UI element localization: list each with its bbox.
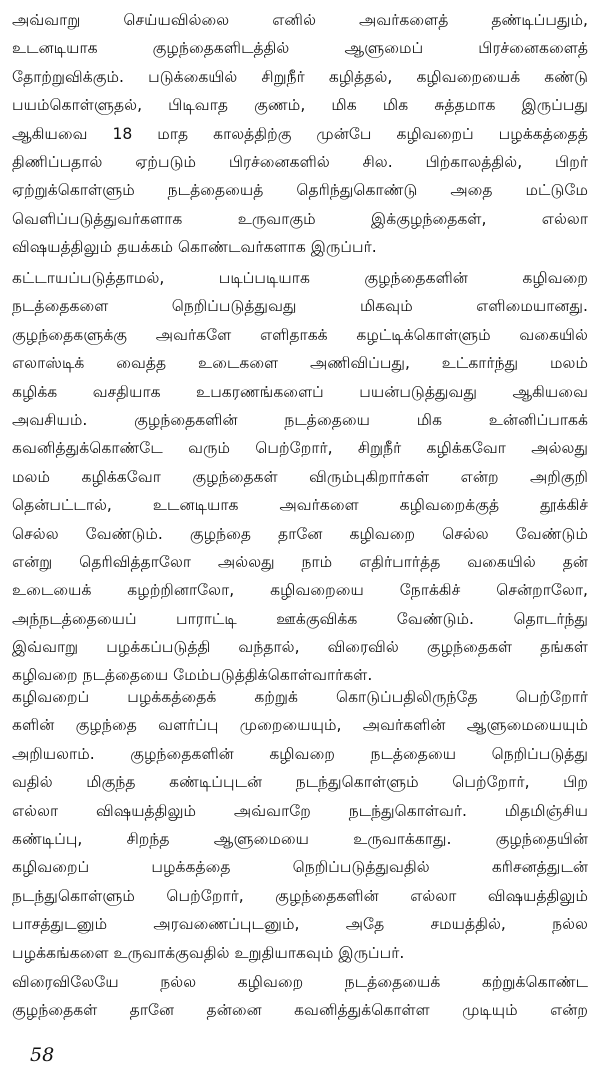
text-line: குழந்தைகளுக்கு அவர்களே எளிதாகக் கழட்டிக்கொள்ளும் வகையில் xyxy=(12,325,588,344)
text-line: தென்பட்டால், உடனடியாக அவர்களை கழிவறைக்குத் தூக்கிச் xyxy=(12,496,588,515)
text-line: களின் குழந்தை வளர்ப்பு முறையையும், அவர்களின் ஆளுமையையும் xyxy=(12,716,588,735)
text-line: ஏற்றுக்கொள்ளும் நடத்தையைத் தெரிந்துகொண்டு அதை மட்டுமே xyxy=(12,181,588,200)
text-line: தோற்றுவிக்கும். படுக்கையில் சிறுநீர் கழித்தல், கழிவறையைக் கண்டு xyxy=(12,67,588,86)
text-line: கண்டிப்பு, சிறந்த ஆளுமையை உருவாக்காது. குழந்தையின் xyxy=(12,829,588,848)
paragraph-4 xyxy=(12,968,588,1025)
text-line: விஷயத்திலும் தயக்கம் கொண்டவர்களாக இருப்பர். xyxy=(12,238,377,257)
text-line: உடனடியாக குழந்தைகளிடத்தில் ஆளுமைப் பிரச்னைகளைத் xyxy=(12,39,588,58)
text-line: செல்ல வேண்டும். குழந்தை தானே கழிவறை செல்ல வேண்டும் xyxy=(12,524,588,543)
text-line: விரைவிலேயே நல்ல கழிவறை நடத்தையைக் கற்றுக்கொண்ட xyxy=(12,973,588,991)
text-line: கட்டாயப்படுத்தாமல், படிப்படியாக குழந்தைகளின் கழிவறை xyxy=(12,269,588,287)
paragraph-3 xyxy=(12,683,588,967)
page-number: 58 xyxy=(30,1044,55,1066)
text-line: இவ்வாறு பழக்கப்படுத்தி வந்தால், விரைவில் குழந்தைகள் தங்கள் xyxy=(12,638,588,657)
text-line: வெளிப்படுத்துவர்களாக உருவாகும் இக்குழந்தைகள், எல்லா xyxy=(12,209,588,228)
text-line: கழிக்க வசதியாக உபகரணங்களைப் பயன்படுத்துவது ஆகியவை xyxy=(12,382,588,401)
text-line: கழிவறை நடத்தையை மேம்படுத்திக்கொள்வார்கள். xyxy=(12,666,373,685)
text-line: அவசியம். குழந்தைகளின் நடத்தையை மிக உன்னிப்பாகக் xyxy=(12,410,588,429)
text-line: கழிவறைப் பழக்கத்தை நெறிப்படுத்துவதில் கரிசனத்துடன் xyxy=(12,858,588,877)
paragraph-2 xyxy=(12,264,588,690)
text-line: அந்நடத்தையைப் பாராட்டி ஊக்குவிக்க வேண்டும். தொடர்ந்து xyxy=(12,609,588,628)
text-line: அவ்வாறு செய்யவில்லை எனில் அவர்களைத் தண்டிப்பதும், xyxy=(12,11,588,29)
text-line: நடந்துகொள்ளும் பெற்றோர், குழந்தைகளின் எல்லா விஷயத்திலும் xyxy=(12,886,588,905)
text-line: குழந்தைகள் தானே தன்னை கவனித்துக்கொள்ள முடியும் என்ற xyxy=(12,1001,588,1020)
text-line: பயம்கொள்ளுதல், பிடிவாத குணம், மிக மிக சுத்தமாக இருப்பது xyxy=(12,96,588,115)
text-line: என்று தெரிவித்தாலோ அல்லது நாம் எதிர்பார்த்த வகையில் தன் xyxy=(12,552,588,571)
text-line: மலம் கழிக்கவோ குழந்தைகள் விரும்புகிறார்கள் என்ற அறிகுறி xyxy=(12,467,588,486)
text-line: ஆகியவை 18 மாத காலத்திற்கு முன்பே கழிவறைப் பழக்கத்தைத் xyxy=(12,124,588,143)
text-line: திணிப்பதால் ஏற்படும் பிரச்னைகளில் சில. பிற்காலத்தில், பிறர் xyxy=(12,152,588,171)
text-line: உடையைக் கழற்றினாலோ, கழிவறையை நோக்கிச் சென்றாலோ, xyxy=(12,581,588,600)
text-line: அறியலாம். குழந்தைகளின் கழிவறை நடத்தையை நெறிப்படுத்து xyxy=(12,744,588,763)
text-line: பாசத்துடனும் அரவணைப்புடனும், அதே சமயத்தில், நல்ல xyxy=(12,915,588,934)
text-line: எல்லா விஷயத்திலும் அவ்வாறே நடந்துகொள்வர். மிதமிஞ்சிய xyxy=(12,801,588,820)
text-line: எலாஸ்டிக் வைத்த உடைகளை அணிவிப்பது, உட்கார்ந்து மலம் xyxy=(12,354,588,373)
text-line: பழக்கங்களை உருவாக்குவதில் உறுதியாகவும் இருப்பர். xyxy=(12,943,405,962)
text-line: கவனித்துக்கொண்டே வரும் பெற்றோர், சிறுநீர் கழிக்கவோ அல்லது xyxy=(12,439,588,458)
paragraph-1 xyxy=(12,6,588,262)
text-line: வதில் மிகுந்த கண்டிப்புடன் நடந்துகொள்ளும் பெற்றோர், பிற xyxy=(12,773,588,792)
text-line: கழிவறைப் பழக்கத்தைக் கற்றுக் கொடுப்பதிலிருந்தே பெற்றோர் xyxy=(12,688,588,706)
text-line: நடத்தைகளை நெறிப்படுத்துவது மிகவும் எளிமையானது. xyxy=(12,297,588,316)
